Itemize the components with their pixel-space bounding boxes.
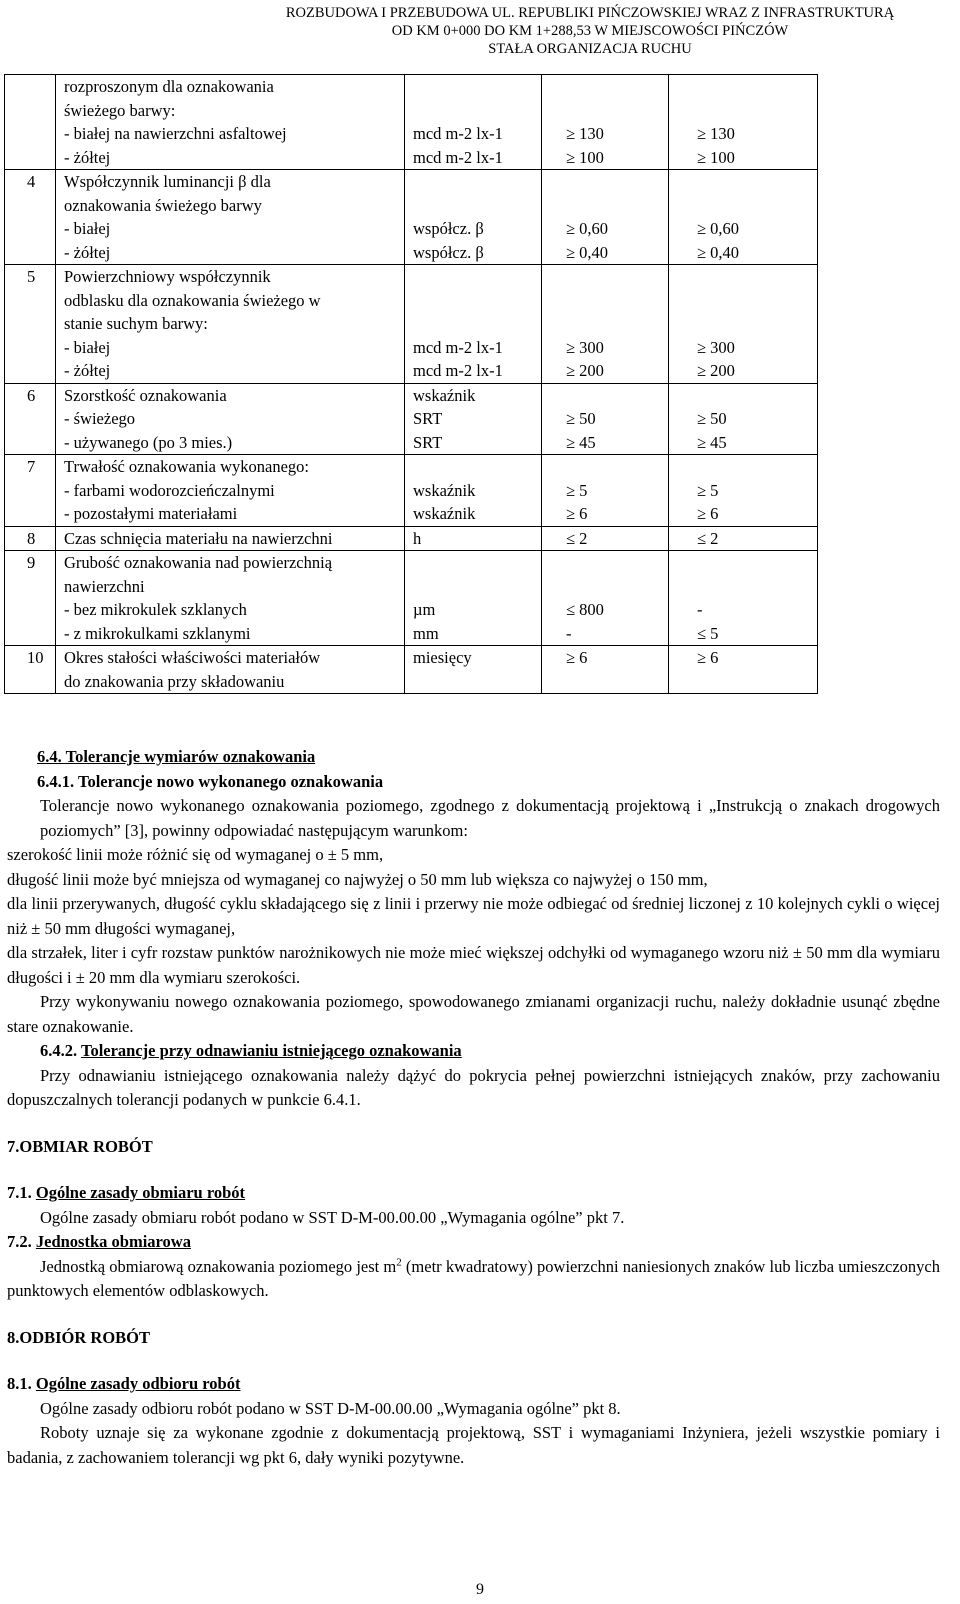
cell-line <box>566 455 668 479</box>
cell-line <box>697 455 817 479</box>
cell-line <box>413 575 541 599</box>
cell-line: - bez mikrokulek szklanych <box>64 600 247 619</box>
table-cell-v1 <box>542 75 669 170</box>
heading-8-1 <box>7 1372 940 1397</box>
row-number: 4 <box>27 172 36 191</box>
table-cell-unit <box>405 646 542 694</box>
cell-line <box>697 575 817 599</box>
cell-line: ≥ 300 <box>697 337 735 357</box>
cell-line: - świeżego <box>64 409 136 428</box>
cell-line: nawierzchni <box>64 576 145 596</box>
table-cell-v1 <box>542 646 669 694</box>
table-row <box>5 551 818 646</box>
table-cell-num <box>5 455 56 527</box>
row-number: 5 <box>27 267 36 286</box>
row-number: 10 <box>27 648 44 667</box>
cell-line: ≥ 100 <box>697 147 735 167</box>
cell-line <box>697 75 817 99</box>
cell-line <box>566 670 668 694</box>
cell-line: współcz. β <box>413 242 484 262</box>
cell-line <box>566 265 668 289</box>
list-item-width: szerokość linii może różnić się od wymaganej o ± 5 mm, <box>7 845 384 864</box>
paragraph-7-1: Ogólne zasady obmiaru robót podano w SST D-M-00.00.00 „Wymagania ogólne” pkt 7. <box>40 1207 625 1227</box>
cell-line <box>566 312 668 336</box>
heading-6-4-2-number: 6.4.2. <box>40 1041 78 1060</box>
cell-line: Szorstkość oznakowania <box>64 385 227 405</box>
cell-line: ≥ 6 <box>697 504 719 523</box>
cell-line <box>697 289 817 313</box>
heading-8-1-text: Ogólne zasady odbioru robót <box>35 1374 241 1393</box>
cell-line <box>697 170 817 194</box>
row-number: 6 <box>27 385 36 405</box>
cell-line <box>697 265 817 289</box>
cell-line: ≥ 0,60 <box>566 219 609 238</box>
table-cell-v2 <box>669 526 818 551</box>
cell-line: - <box>697 600 703 619</box>
paragraph-7-2 <box>7 1255 940 1304</box>
cell-line: ≥ 5 <box>566 480 588 500</box>
paragraph-renewal: Przy odnawianiu istniejącego oznakowania należy dążyć do pokrycia pełnej powierzchni istniejących znaków, przy zachowaniu dopuszczalnych tolerancji podanych w punkcie 6.4.1. <box>7 1065 940 1109</box>
table-cell-num <box>5 646 56 694</box>
cell-line: ≥ 45 <box>566 432 596 452</box>
cell-line <box>566 384 668 408</box>
cell-line: ≥ 0,60 <box>697 219 740 238</box>
cell-line: mcd m-2 lx-1 <box>413 124 503 143</box>
table-cell-v1 <box>542 383 669 455</box>
paragraph-7-2-part-b: (metr kwadratowy) powierzchni naniesionych znaków lub liczba umieszczonych punktowych elementów odblaskowych. <box>7 1256 941 1300</box>
table-cell-v1 <box>542 455 669 527</box>
cell-line <box>413 289 541 313</box>
cell-line: - żółtej <box>64 147 111 167</box>
paragraph-8-1: Ogólne zasady odbioru robót podano w SST D-M-00.00.00 „Wymagania ogólne” pkt 8. <box>40 1398 621 1418</box>
table-cell-v2 <box>669 383 818 455</box>
table-cell-v1 <box>542 170 669 265</box>
cell-line: - żółtej <box>64 242 111 262</box>
row-number: 9 <box>27 553 36 572</box>
cell-line: - żółtej <box>64 361 111 380</box>
heading-6-4: 6.4. Tolerancje wymiarów oznakowania <box>37 747 316 766</box>
table-row <box>5 455 818 527</box>
cell-line <box>566 551 668 575</box>
heading-7-1-text: Ogólne zasady obmiaru robót <box>35 1183 246 1202</box>
cell-line: ≥ 0,40 <box>566 242 609 262</box>
cell-line: ≥ 6 <box>566 504 588 523</box>
table-cell-desc <box>56 526 405 551</box>
table-cell-unit <box>405 383 542 455</box>
cell-line <box>413 670 541 694</box>
page-header <box>0 4 960 58</box>
table-cell-v2 <box>669 265 818 384</box>
cell-line: ≥ 100 <box>566 147 604 167</box>
cell-line: ≥ 200 <box>566 361 604 380</box>
cell-line <box>413 170 541 194</box>
table-cell-desc <box>56 455 405 527</box>
cell-line <box>413 455 541 479</box>
table-cell-num <box>5 383 56 455</box>
table-cell-unit <box>405 75 542 170</box>
list-item-arrows: dla strzałek, liter i cyfr rozstaw punktów narożnikowych nie może mieć większej odchyłki od wymaganego wzoru niż ± 50 mm dla wymiaru długości i ± 20 mm dla wymiaru szerokości. <box>7 943 940 987</box>
header-line-2: OD KM 0+000 DO KM 1+288,53 W MIEJSCOWOŚCI PIŃCZÓW <box>391 23 789 39</box>
cell-line <box>566 194 668 218</box>
table-cell-v2 <box>669 455 818 527</box>
table-cell-v2 <box>669 646 818 694</box>
cell-line <box>566 575 668 599</box>
cell-line: ≥ 130 <box>566 124 604 143</box>
table-row <box>5 383 818 455</box>
cell-line: - z mikrokulkami szklanymi <box>64 623 251 643</box>
cell-line: ≤ 2 <box>566 528 588 548</box>
heading-6-4-1-text: 6.4.1. Tolerancje nowo wykonanego oznakowania <box>37 771 384 791</box>
table-cell-desc <box>56 170 405 265</box>
cell-line: ≥ 300 <box>566 337 604 357</box>
cell-line <box>697 384 817 408</box>
table-row <box>5 646 818 694</box>
cell-line: ≥ 50 <box>566 409 596 428</box>
table-cell-v2 <box>669 75 818 170</box>
heading-8-1-number: 8.1. <box>7 1374 32 1393</box>
table-cell-num <box>5 75 56 170</box>
cell-line: - <box>566 623 572 643</box>
cell-line: Powierzchniowy współczynnik <box>64 267 271 286</box>
cell-line: SRT <box>413 409 443 428</box>
cell-line: - farbami wodorozcieńczalnymi <box>64 480 275 500</box>
cell-line: odblasku dla oznakowania świeżego w <box>64 290 321 310</box>
superscript-2: 2 <box>396 1256 402 1268</box>
cell-line: ≥ 6 <box>697 648 719 667</box>
cell-line: SRT <box>413 432 443 452</box>
cell-line: ≥ 0,40 <box>697 242 740 262</box>
cell-line: mm <box>413 623 439 643</box>
cell-line: - używanego (po 3 mies.) <box>64 432 233 452</box>
cell-line: ≥ 200 <box>697 361 735 380</box>
table-cell-desc <box>56 75 405 170</box>
cell-line <box>413 265 541 289</box>
cell-line <box>413 75 541 99</box>
table-cell-desc <box>56 265 405 384</box>
cell-line: µm <box>413 600 436 619</box>
list-item-length: długość linii może być mniejsza od wymaganej co najwyżej o 50 mm lub większa co najwyżej o 150 mm, <box>7 869 708 889</box>
cell-line: współcz. β <box>413 219 484 238</box>
table-row <box>5 75 818 170</box>
heading-6-4-2-text: Tolerancje przy odnawianiu istniejącego oznakowania <box>80 1041 462 1060</box>
heading-7-2 <box>7 1230 940 1255</box>
cell-line: - białej na nawierzchni asfaltowej <box>64 124 287 143</box>
list-item-dashed: dla linii przerywanych, długość cyklu składającego się z linii i przerwy nie może odbiegać od średniej liczonej z 10 kolejnych cykli o więcej niż ± 50 mm długości wymaganej, <box>7 894 940 938</box>
table-cell-unit <box>405 170 542 265</box>
cell-line: h <box>413 528 422 548</box>
cell-line: mcd m-2 lx-1 <box>413 361 503 380</box>
cell-line: - białej <box>64 219 111 238</box>
header-line-3: STAŁA ORGANIZACJA RUCHU <box>488 41 692 57</box>
header-line-1: ROZBUDOWA I PRZEBUDOWA UL. REPUBLIKI PIŃCZOWSKIEJ WRAZ Z INFRASTRUKTURĄ <box>285 5 895 21</box>
row-number: 7 <box>27 457 36 476</box>
cell-line: Okres stałości właściwości materiałów <box>64 648 321 667</box>
cell-line: wskaźnik <box>413 480 476 500</box>
cell-line: stanie suchym barwy: <box>64 314 208 333</box>
table-cell-num <box>5 265 56 384</box>
cell-line: miesięcy <box>413 648 472 667</box>
paragraph-7-2-part-a: Jednostką obmiarową oznakowania poziomego jest m <box>40 1256 397 1276</box>
table-row <box>5 265 818 384</box>
cell-line: świeżego barwy: <box>64 100 176 120</box>
table-cell-v1 <box>542 551 669 646</box>
cell-line <box>566 289 668 313</box>
table-cell-unit <box>405 265 542 384</box>
document-body <box>7 745 941 1470</box>
cell-line <box>413 194 541 218</box>
table-cell-num <box>5 551 56 646</box>
cell-line: ≤ 2 <box>697 528 719 548</box>
cell-line <box>697 670 817 694</box>
cell-line <box>697 99 817 123</box>
cell-line <box>566 99 668 123</box>
cell-line: rozproszonym dla oznakowania <box>64 77 274 96</box>
page-number: 9 <box>476 1581 484 1598</box>
cell-line: ≥ 6 <box>566 648 588 667</box>
table-row <box>5 526 818 551</box>
table-cell-unit <box>405 455 542 527</box>
cell-line: ≥ 45 <box>697 432 727 452</box>
table-cell-v1 <box>542 526 669 551</box>
cell-line <box>566 170 668 194</box>
cell-line: mcd m-2 lx-1 <box>413 147 503 167</box>
table-cell-num <box>5 170 56 265</box>
heading-7-2-text: Jednostka obmiarowa <box>35 1232 191 1251</box>
paragraph-tolerances-text: Tolerancje nowo wykonanego oznakowania poziomego, zgodnego z dokumentacją projektową i „Instrukcją o znakach drogowych poziomych” [3], powinny odpowiadać następującym warunkom: <box>40 796 940 840</box>
cell-line: - białej <box>64 337 111 357</box>
cell-line <box>697 551 817 575</box>
cell-line <box>413 99 541 123</box>
table-cell-desc <box>56 551 405 646</box>
table-cell-num <box>5 526 56 551</box>
table-cell-v1 <box>542 265 669 384</box>
table-cell-unit <box>405 526 542 551</box>
cell-line: wskaźnik <box>413 504 476 523</box>
table-cell-v2 <box>669 551 818 646</box>
heading-6-4-2 <box>40 1039 940 1064</box>
cell-line: do znakowania przy składowaniu <box>64 671 285 691</box>
row-number: 8 <box>27 528 36 548</box>
cell-line <box>697 194 817 218</box>
cell-line <box>413 312 541 336</box>
heading-7: 7.OBMIAR ROBÓT <box>7 1136 153 1156</box>
table-cell-desc <box>56 383 405 455</box>
paragraph-new-marking: Przy wykonywaniu nowego oznakowania poziomego, spowodowanego zmianami organizacji ruchu, należy dokładnie usunąć zbędne stare oznakowanie. <box>7 992 940 1036</box>
heading-7-1 <box>7 1181 940 1206</box>
heading-8: 8.ODBIÓR ROBÓT <box>7 1327 151 1347</box>
cell-line: Grubość oznakowania nad powierzchnią <box>64 553 333 572</box>
table-row <box>5 170 818 265</box>
paragraph-8-2: Roboty uznaje się za wykonane zgodnie z dokumentacją projektową, SST i wymaganiami Inżyniera, jeżeli wszystkie pomiary i badania, z zachowaniem tolerancji wg pkt 6, dały wyniki pozytywne. <box>7 1423 940 1467</box>
heading-6-4-1 <box>37 770 940 795</box>
heading-7-1-number: 7.1. <box>7 1183 32 1202</box>
cell-line: ≤ 5 <box>697 623 719 643</box>
cell-line: Współczynnik luminancji β dla <box>64 172 271 191</box>
cell-line <box>413 551 541 575</box>
cell-line: ≤ 800 <box>566 600 604 619</box>
cell-line: wskaźnik <box>413 385 476 405</box>
cell-line: mcd m-2 lx-1 <box>413 337 503 357</box>
heading-7-2-number: 7.2. <box>7 1232 32 1251</box>
cell-line: ≥ 50 <box>697 409 727 428</box>
cell-line: Czas schnięcia materiału na nawierzchni <box>64 528 333 548</box>
cell-line: Trwałość oznakowania wykonanego: <box>64 457 310 476</box>
table-cell-desc <box>56 646 405 694</box>
cell-line <box>697 312 817 336</box>
cell-line: - pozostałymi materiałami <box>64 504 238 523</box>
cell-line: oznakowania świeżego barwy <box>64 195 262 215</box>
table-cell-v2 <box>669 170 818 265</box>
cell-line <box>566 75 668 99</box>
paragraph-tolerances <box>7 794 940 843</box>
cell-line: ≥ 5 <box>697 480 719 500</box>
requirements-table <box>4 74 818 694</box>
cell-line: ≥ 130 <box>697 124 735 143</box>
table-cell-unit <box>405 551 542 646</box>
